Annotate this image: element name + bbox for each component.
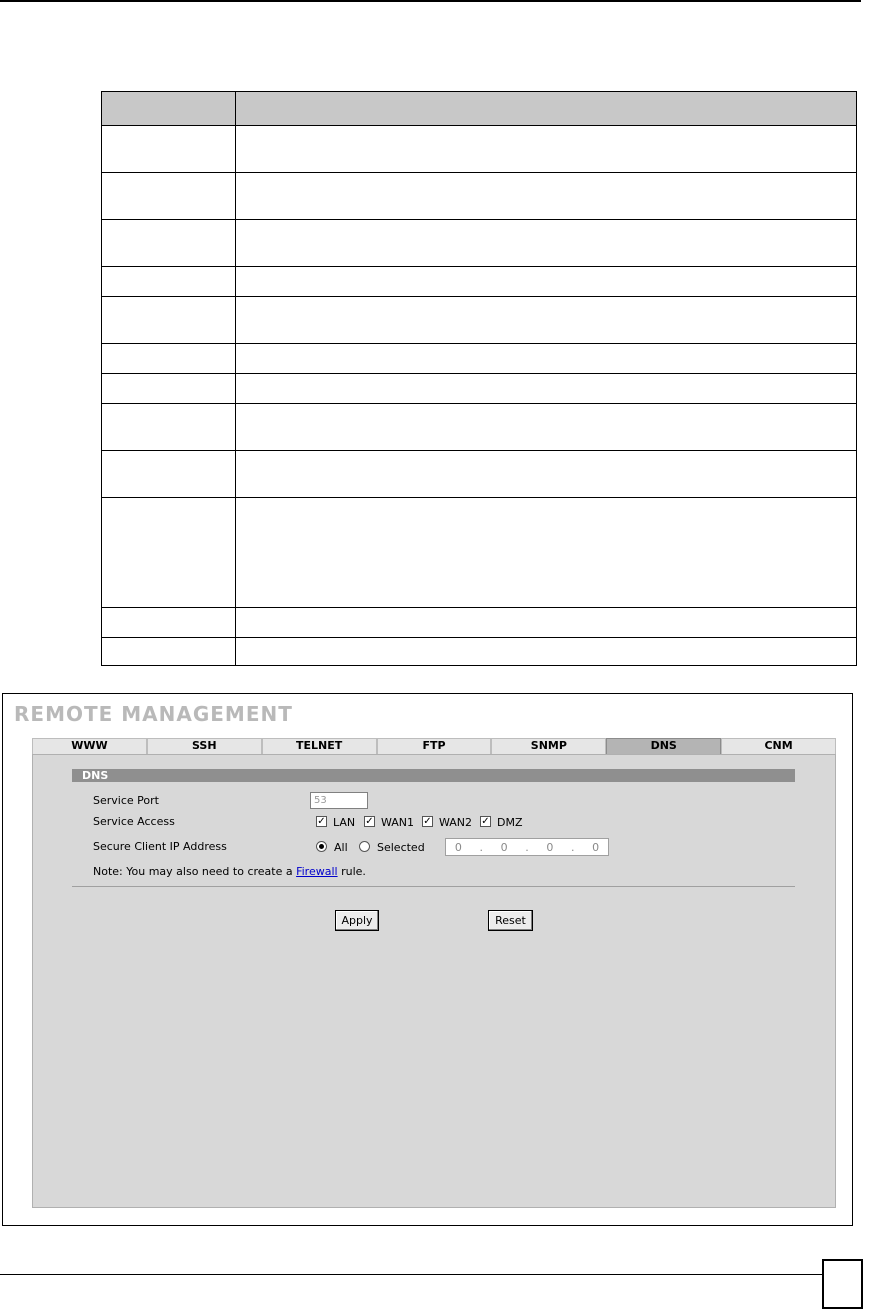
footer-rule (0, 1274, 822, 1275)
table-row (102, 497, 856, 607)
wan2-checkbox[interactable]: ✓ (423, 816, 432, 827)
table-row (102, 450, 856, 497)
table-row (102, 125, 856, 172)
divider (72, 886, 795, 887)
firewall-link[interactable]: Firewall (296, 865, 338, 878)
ip-dot: . (479, 840, 483, 854)
top-rule (0, 0, 861, 2)
all-label: All (334, 841, 348, 854)
ip-dot: . (571, 840, 575, 854)
remote-management-screenshot (2, 693, 853, 1226)
tab-ftp[interactable]: FTP (377, 738, 492, 754)
tab-snmp[interactable]: SNMP (491, 738, 606, 754)
all-radio[interactable] (316, 841, 327, 852)
wan1-checkbox[interactable]: ✓ (365, 816, 374, 827)
ip-octet: 0 (546, 840, 554, 854)
table-header-row (102, 92, 856, 125)
apply-button[interactable]: Apply (335, 910, 379, 931)
lan-checkbox[interactable]: ✓ (317, 816, 326, 827)
dns-panel (32, 754, 836, 1208)
table-row (102, 373, 856, 403)
screen-title: REMOTE MANAGEMENT (14, 702, 293, 726)
table-row (102, 637, 856, 665)
tab-www[interactable]: WWW (32, 738, 147, 754)
ip-octet: 0 (592, 840, 600, 854)
tab-dns[interactable]: DNS (606, 738, 721, 754)
selected-radio[interactable] (359, 841, 370, 852)
service-port-input[interactable]: 53 (310, 792, 368, 809)
ip-octet: 0 (454, 840, 462, 854)
selected-label: Selected (377, 841, 425, 854)
section-header: DNS (72, 769, 795, 782)
table-row (102, 607, 856, 637)
wan2-label: WAN2 (439, 816, 473, 829)
tab-bar (32, 738, 836, 754)
table-row (102, 296, 856, 343)
tab-telnet[interactable]: TELNET (262, 738, 377, 754)
page-number-box (822, 1259, 863, 1309)
table-row (102, 219, 856, 266)
table-row (102, 266, 856, 296)
table-row (102, 403, 856, 450)
tab-ssh[interactable]: SSH (147, 738, 262, 754)
wan1-label: WAN1 (381, 816, 415, 829)
table-row (102, 172, 856, 219)
dmz-checkbox[interactable]: ✓ (481, 816, 490, 827)
ip-dot: . (525, 840, 529, 854)
note-text (93, 865, 366, 878)
tab-cnm[interactable]: CNM (721, 738, 836, 754)
note-suffix: rule. (337, 865, 366, 878)
table-row (102, 343, 856, 373)
ip-octet: 0 (500, 840, 508, 854)
reference-table (101, 91, 857, 666)
radio-selected-dot (319, 844, 324, 849)
lan-label: LAN (333, 816, 356, 829)
reset-button[interactable]: Reset (488, 910, 533, 931)
dmz-label: DMZ (497, 816, 523, 829)
ip-address-input[interactable] (445, 838, 609, 856)
service-port-label: Service Port (93, 794, 159, 807)
note-prefix: Note: You may also need to create a (93, 865, 297, 878)
service-access-label: Service Access (93, 815, 175, 828)
secure-client-label: Secure Client IP Address (93, 840, 227, 853)
